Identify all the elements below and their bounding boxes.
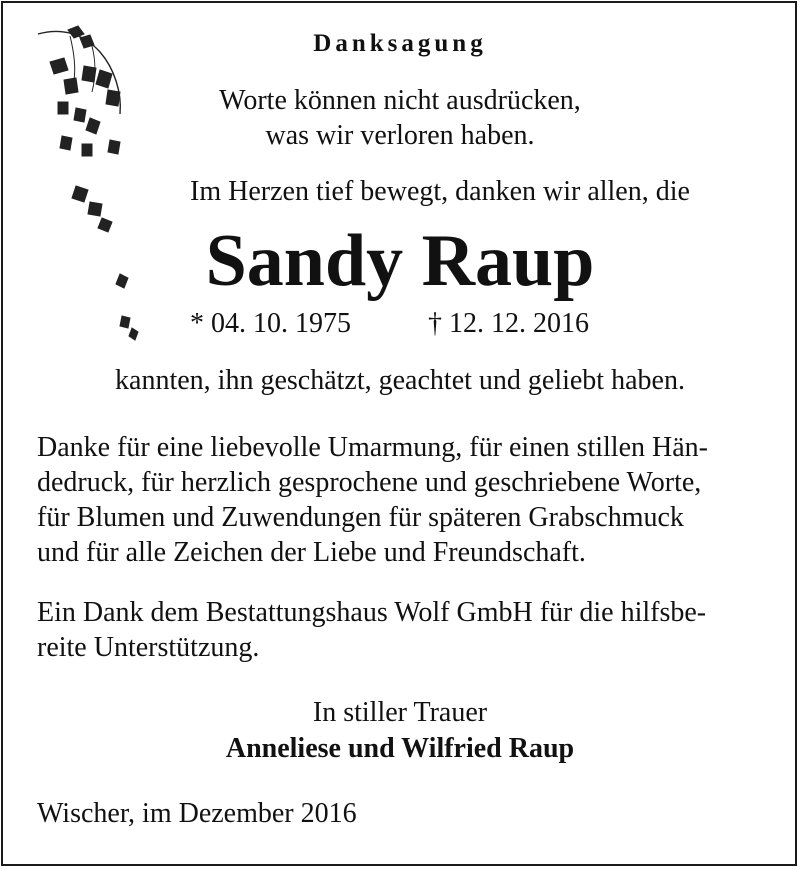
quote-line-1: Worte können nicht ausdrücken,	[219, 85, 581, 116]
birth-date: * 04. 10. 1975	[190, 308, 351, 339]
death-date: † 12. 12. 2016	[428, 308, 589, 339]
heading: Danksagung	[313, 30, 487, 57]
thanks-intro: Im Herzen tief bewegt, danken wir allen, die	[190, 176, 690, 207]
paragraph-line: und für alle Zeichen der Liebe und Freundschaft.	[37, 537, 586, 568]
paragraph-line: Danke für eine liebevolle Umarmung, für einen stillen Hän-	[37, 432, 708, 463]
mourning-line: In stiller Trauer	[312, 697, 488, 728]
family-names: Anneliese und Wilfried Raup	[225, 733, 575, 764]
place-date: Wischer, im Dezember 2016	[37, 798, 357, 829]
thanks-paragraph	[37, 430, 765, 570]
deceased-name: Sandy Raup	[205, 220, 595, 302]
quote-line-2: was wir verloren haben.	[265, 120, 535, 151]
paragraph-line: Ein Dank dem Bestattungshaus Wolf GmbH für die hilfsbe-	[37, 597, 707, 628]
known-line: kannten, ihn geschätzt, geachtet und geliebt haben.	[115, 365, 685, 396]
paragraph-line: dedruck, für herzlich gesprochene und geschriebene Worte,	[37, 467, 702, 498]
funeral-home-paragraph	[37, 595, 765, 665]
paragraph-line: reite Unterstützung.	[37, 632, 260, 663]
paragraph-line: für Blumen und Zuwendungen für späteren Grabschmuck	[37, 502, 684, 533]
